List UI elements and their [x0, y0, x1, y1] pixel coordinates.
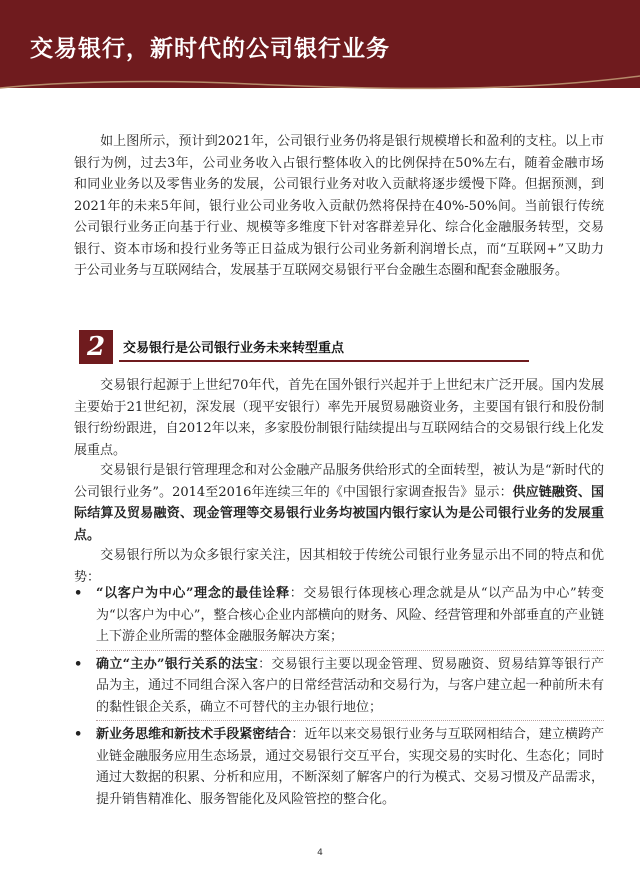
advantages-list	[74, 583, 604, 810]
section-title: 交易银行是公司银行业务未来转型重点	[123, 341, 345, 356]
list-divider	[96, 720, 604, 722]
page-number: 4	[317, 848, 323, 858]
section-number-badge: 2	[79, 330, 113, 364]
paragraph-origin-body	[74, 375, 604, 461]
list-divider	[96, 650, 604, 652]
list-item-text: ：近年以来交易银行业务与互联网相结合，建立横跨产业链金融服务应用生态场景，通过交易银行交互平台，实现交易的实时化、生态化；同时通过大数据的积累、分析和应用，不断深刻了解客户的行为模式、交易习惯及产品需求，提升销售精准化、服务智能化及风险管控的整合化。	[96, 727, 604, 807]
intro-paragraph	[74, 131, 604, 282]
section-divider	[119, 360, 529, 362]
bullet-icon: •	[74, 727, 83, 742]
list-item	[74, 654, 604, 719]
paragraph-advantages	[74, 545, 604, 588]
intro-section	[74, 131, 604, 282]
intro-paragraph-text: 如上图所示，预计到2021年，公司银行业务仍将是银行规模增长和盈利的支柱。以上市银行为例，过去3年，公司业务收入占银行整体收入的比例保持在50%左右，随着金融市场和同业业务以及零售业务的发展，公司银行业务对收入贡献将逐步缓慢下降。但据预测，到2021年的未来5年间，银行业公司业务收入贡献仍然将保持在40%-50%间。当前银行传统公司银行业务正向基于行业、规模等多维度下针对客群差异化、综合化金融服务转型，交易银行、资本市场和投行业务等正日益成为银行公司业务新利润增长点，而“互联网+”又助力于公司业务与互联网结合，发展基于互联网交易银行平台金融生态圈和配套金融服务。	[74, 134, 604, 278]
list-item-title: 新业务思维和新技术手段紧密结合	[96, 727, 292, 742]
paragraph-origin	[74, 375, 604, 461]
list-item	[74, 583, 604, 648]
paragraph-transformation-emphasis: 供应链融资、国际结算及贸易融资、现金管理等交易银行业务均被国内银行家认为是公司银行业务的发展重点。	[74, 484, 604, 543]
section-heading	[79, 330, 529, 364]
list-item-text: ：交易银行体现核心理念就是从“以产品为中心”转变为“以客户为中心”，整合核心企业内部横向的财务、风险、经营管理和外部垂直的产业链上下游企业所需的整体金融服务解决方案；	[96, 586, 604, 644]
list-item-title: “以客户为中心”理念的最佳诠释	[96, 586, 290, 601]
list-item	[74, 724, 604, 810]
paragraph-transformation-text: 交易银行是银行管理理念和对公金融产品服务供给形式的全面转型，被认为是“新时代的公司银行业务”。2014至2016年连续三年的《中国银行家调查报告》显示：	[74, 463, 604, 500]
list-item-title: 确立“主办”银行关系的法宝	[96, 656, 259, 672]
page-title: 交易银行，新时代的公司银行业务	[30, 36, 390, 62]
page-header-banner	[0, 0, 640, 88]
paragraph-transformation	[74, 460, 604, 546]
paragraph-origin-text: 交易银行起源于上世纪70年代，首先在国外银行兴起并于上世纪末广泛开展。国内发展主要始于21世纪初，深发展（现平安银行）率先开展贸易融资业务，主要国有银行和股份制银行纷纷跟进，自2012年以来，多家股份制银行陆续提出与互联网结合的交易银行线上化发展重点。	[74, 378, 604, 458]
paragraph-advantages-body	[74, 545, 604, 588]
list-item-text: ：交易银行主要以现金管理、贸易融资、贸易结算等银行产品为主，通过不同组合深入客户的日常经营活动和交易行为，与客户建立起一种前所未有的黏性银企关系，确立不可替代的主办银行地位；	[96, 656, 604, 715]
bullet-icon: •	[74, 586, 83, 601]
paragraph-advantages-text: 交易银行所以为众多银行家关注，因其相较于传统公司银行业务显示出不同的特点和优势：	[74, 548, 604, 585]
bullet-icon: •	[74, 656, 83, 672]
paragraph-transformation-body	[74, 460, 604, 546]
header-wave-decoration	[0, 70, 640, 92]
